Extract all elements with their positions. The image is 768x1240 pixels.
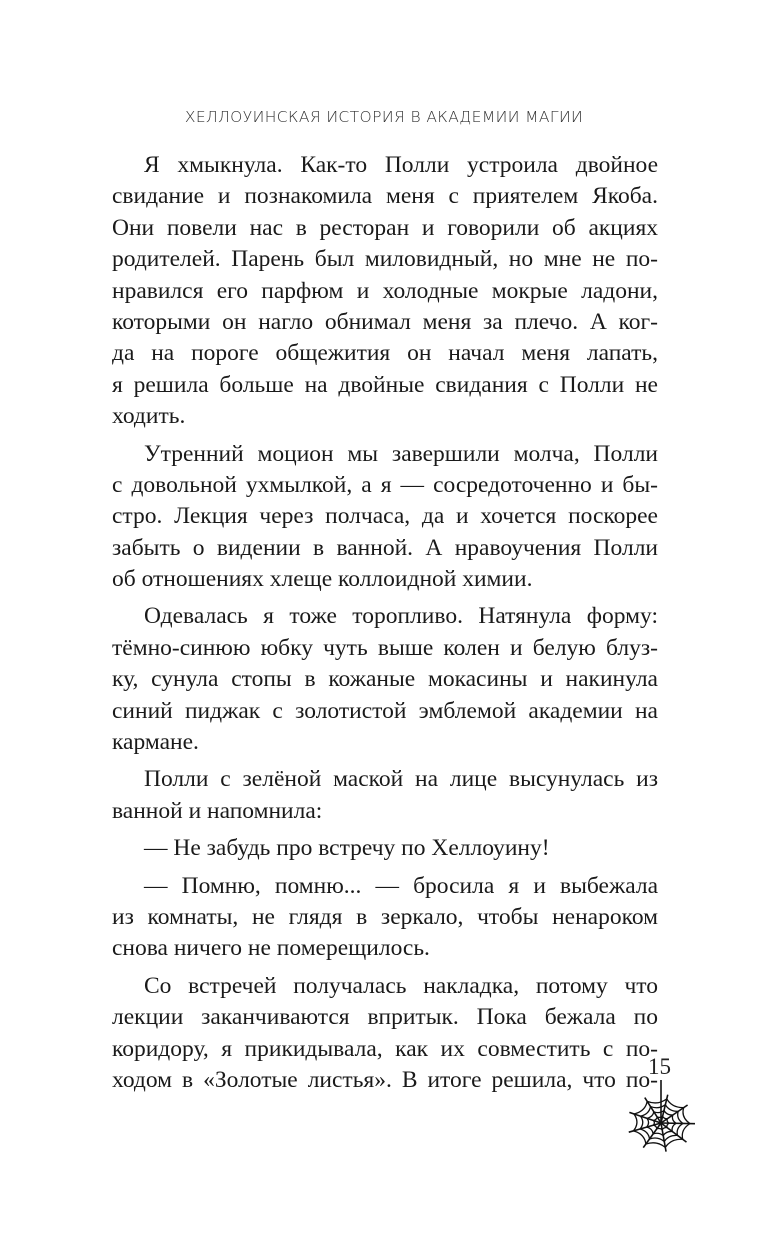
text-line: да на пороге общежития он начал меня лапать,: [112, 340, 658, 367]
text-line: Утренний моцион мы завершили молча, Полли: [144, 440, 658, 467]
paragraph: [112, 871, 658, 965]
text-line: ванной и напомнила:: [112, 797, 323, 824]
text-line: ку, сунула стопы в кожаные мокасины и накинула: [112, 666, 658, 693]
text-line: лекции заканчиваются впритык. Пока бежала по: [112, 1004, 658, 1031]
running-header: ХЕЛЛОУИНСКАЯ ИСТОРИЯ В АКАДЕМИИ МАГИИ: [184, 108, 584, 126]
text-line: об отношениях хлеще коллоидной химии.: [112, 566, 533, 593]
text-line: родителей. Парень был миловидный, но мне не по-: [112, 246, 658, 273]
text-line: — Помню, помню... — бросила я и выбежала: [144, 872, 658, 899]
text-line: — Не забудь про встречу по Хеллоуину!: [144, 835, 550, 862]
text-line: Со встречей получалась накладка, потому что: [144, 972, 658, 999]
text-line: Я хмыкнула. Как-то Полли устроила двойное: [144, 152, 658, 178]
text-line: ходить.: [112, 403, 186, 430]
text-line: из комнаты, не глядя в зеркало, чтобы ненароком: [112, 903, 658, 930]
text-line: коридору, я прикидывала, как их совместить с по-: [112, 1035, 658, 1062]
paragraph: [112, 601, 658, 758]
text-line: кармане.: [112, 729, 199, 756]
text-line: Они повели нас в ресторан и говорили об акциях: [112, 214, 658, 241]
text-line: забыть о видении в ванной. А нравоучения Полли: [112, 534, 658, 561]
text-line: свидание и познакомила меня с приятелем Якоба.: [112, 183, 658, 210]
text-line: Полли с зелёной маской на лице высунулась из: [144, 766, 658, 793]
text-line: стро. Лекция через полчаса, да и хочется поскорее: [112, 503, 658, 530]
paragraph: [112, 971, 658, 1097]
text-line: снова ничего не померещилось.: [112, 935, 430, 962]
text-line: я решила больше на двойные свидания с Полли не: [112, 371, 658, 398]
paragraph: [112, 764, 658, 827]
body-text: [112, 150, 658, 1096]
text-line: с довольной ухмылкой, а я — сосредоточенно и бы-: [112, 471, 658, 498]
text-line: тёмно-синюю юбку чуть выше колен и белую блуз-: [112, 634, 658, 661]
paragraph: [112, 150, 658, 433]
text-line: которыми он нагло обнимал меня за плечо. А ког-: [112, 308, 658, 335]
text-line: Одевалась я тоже торопливо. Натянула форму:: [144, 603, 658, 630]
page-number: 15: [648, 1054, 671, 1079]
text-line: ходом в «Золотые листья». В итоге решила, что по-: [112, 1066, 658, 1093]
paragraph: [112, 833, 658, 864]
text-line: нравился его парфюм и холодные мокрые ладони,: [112, 277, 658, 304]
paragraph: [112, 439, 658, 596]
spider-web-icon: [628, 1080, 708, 1160]
text-line: синий пиджак с золотистой эмблемой академии на: [112, 697, 658, 724]
